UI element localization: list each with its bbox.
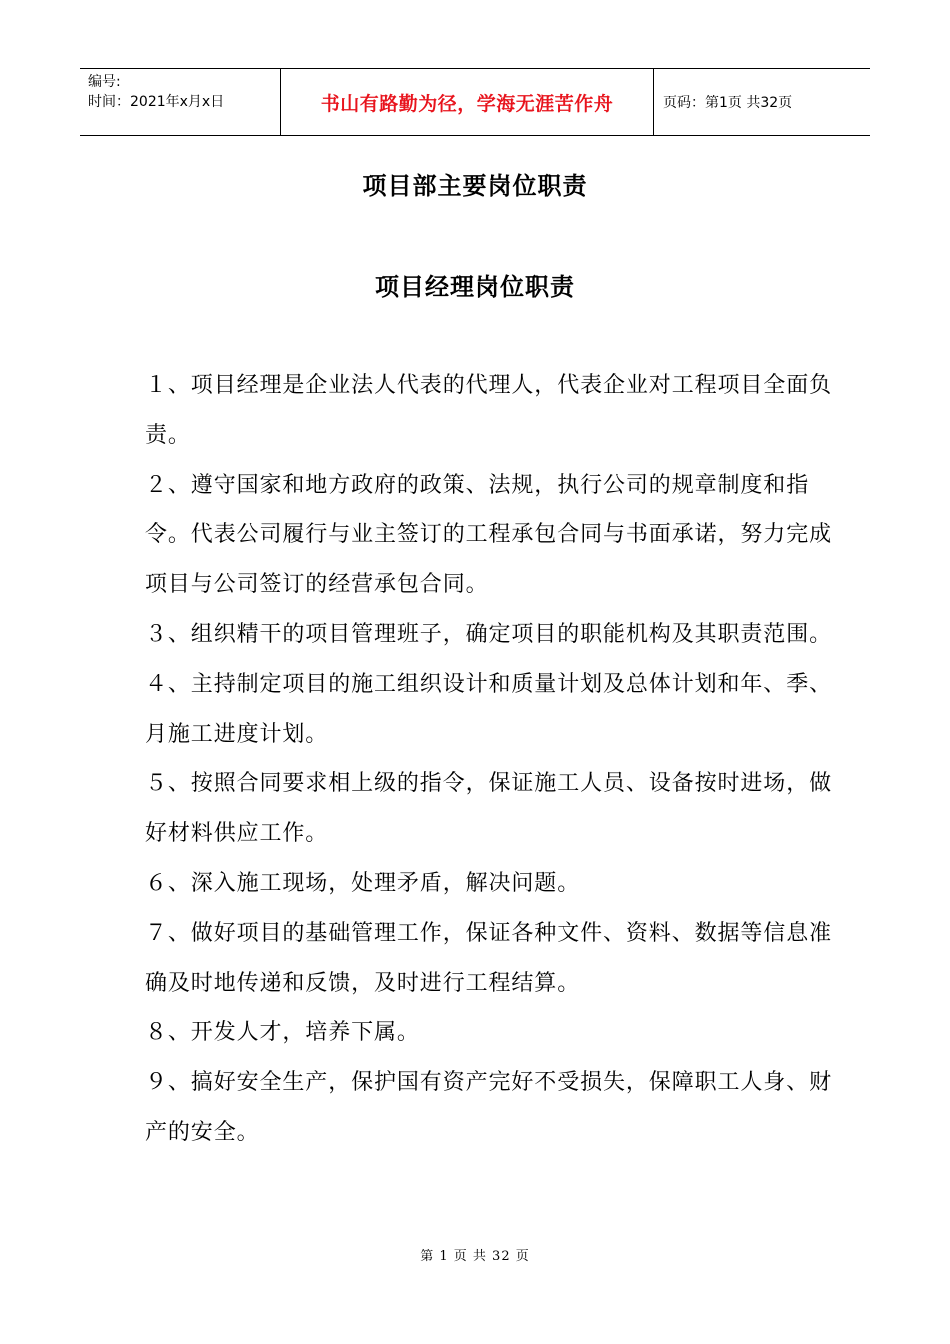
paragraph-8: ８、开发人才，培养下属。	[145, 1020, 420, 1046]
document-title: 项目部主要岗位职责	[362, 172, 588, 200]
paragraph-6: ６、深入施工现场，处理矛盾，解决问题。	[145, 870, 581, 896]
document-body	[145, 361, 835, 1158]
paragraph-5: ５、按照合同要求相上级的指令，保证施工人员、设备按时进场，做好材料供应工作。	[145, 771, 833, 847]
header-motto-cell	[281, 69, 654, 135]
header-page-info: 页码：第1页 共32页	[663, 95, 793, 111]
motto-text: 书山有路勤为径，学海无涯苦作舟	[320, 92, 614, 115]
paragraph-2: ２、遵守国家和地方政府的政策、法规，执行公司的规章制度和指令。代表公司履行与业主签订的工程承包合同与书面承诺，努力完成项目与公司签订的经营承包合同。	[145, 472, 833, 598]
header-meta-cell	[80, 69, 281, 135]
page-footer: 第 1 页 共 32 页	[420, 1249, 530, 1264]
paragraph-3: ３、组织精干的项目管理班子，确定项目的职能机构及其职责范围。	[145, 621, 833, 647]
date-label: 时间：2021年x月x日	[88, 94, 225, 110]
paragraph-4: ４、主持制定项目的施工组织设计和质量计划及总体计划和年、季、月施工进度计划。	[145, 671, 833, 747]
section-title: 项目经理岗位职责	[375, 273, 575, 301]
paragraph-1: １、项目经理是企业法人代表的代理人，代表企业对工程项目全面负责。	[145, 373, 833, 448]
serial-number-label: 编号:	[88, 74, 121, 90]
paragraph-9: ９、搞好安全生产，保护国有资产完好不受损失，保障职工人身、财产的安全。	[145, 1070, 833, 1145]
header-page-cell	[654, 69, 870, 135]
paragraph-7: ７、做好项目的基础管理工作，保证各种文件、资料、数据等信息准确及时地传递和反馈，及时进行工程结算。	[145, 920, 833, 996]
document-header	[80, 68, 870, 136]
